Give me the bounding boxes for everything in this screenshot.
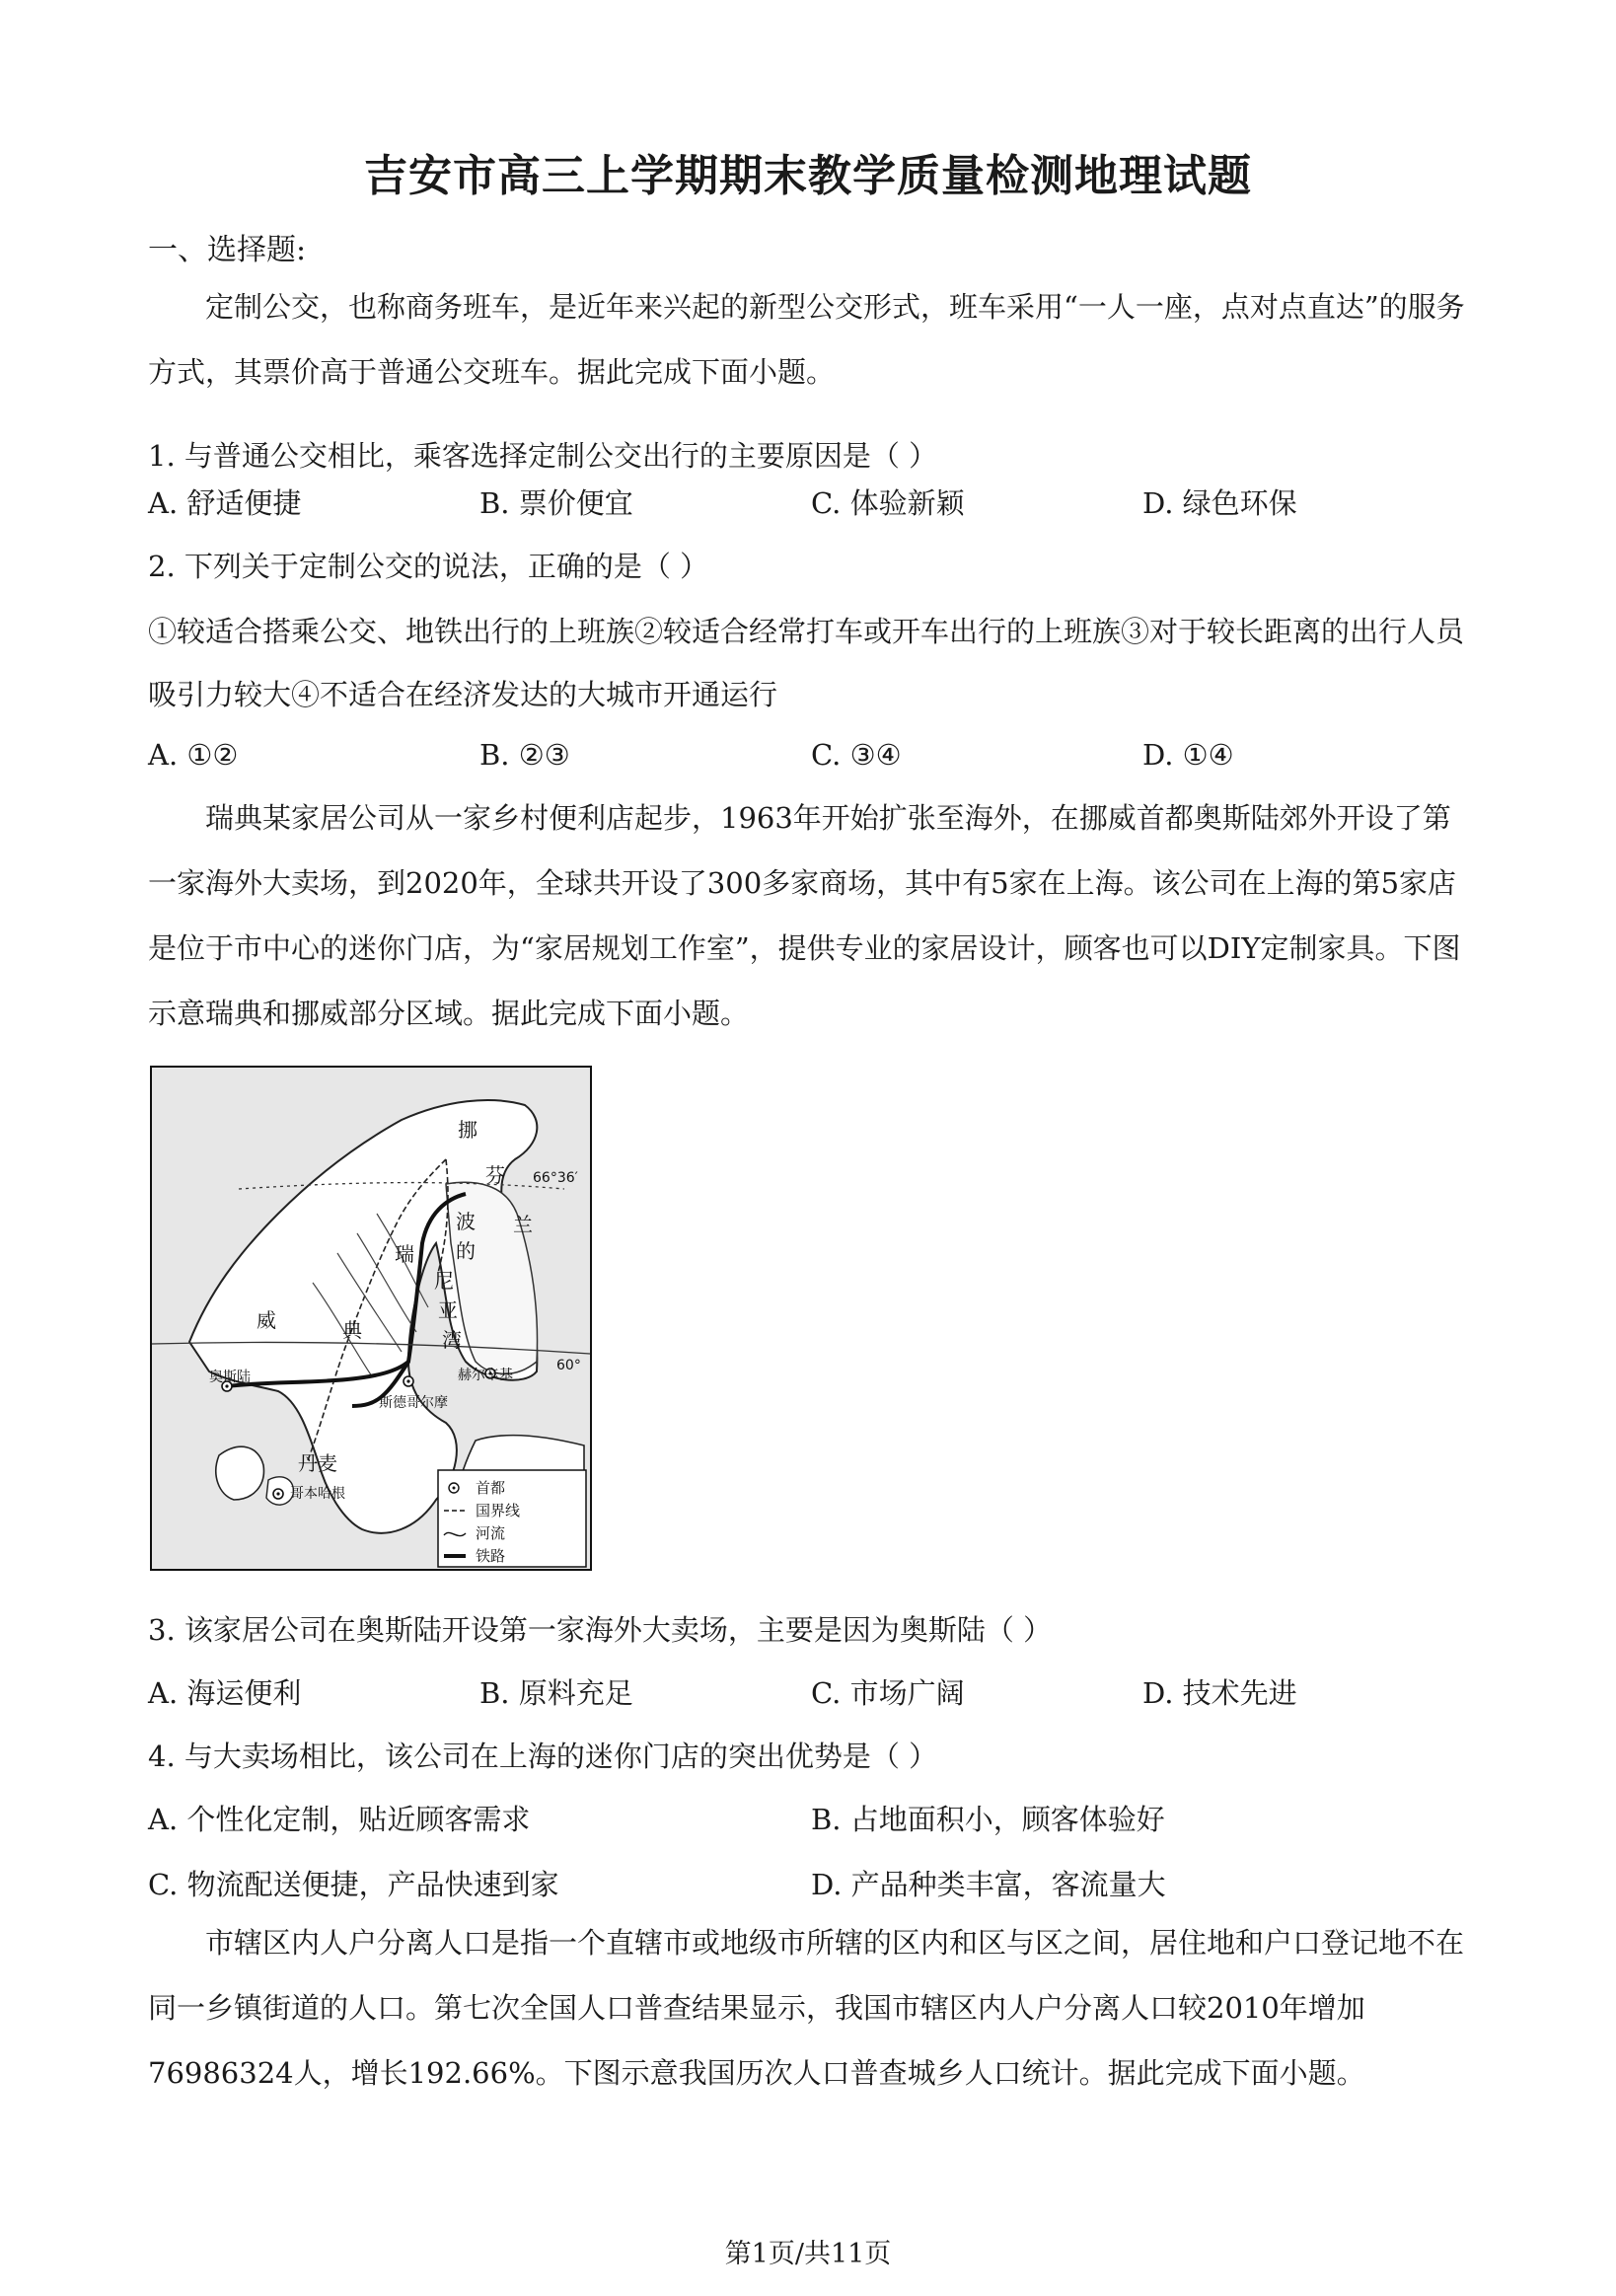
q1-option-b[interactable]: B. 票价便宜: [479, 486, 633, 520]
q1-stem: 1. 与普通公交相比，乘客选择定制公交出行的主要原因是（ ）: [148, 439, 938, 473]
label-finland-2: 兰: [513, 1213, 533, 1236]
intro-passage-3-text: 市辖区内人户分离人口是指一个直辖市或地级市所辖的区内和区与区之间，居住地和户口登记地不在同一乡镇街道的人口。第七次全国人口普查结果显示，我国市辖区内人户分离人口较2010年增加76986324人，增长192.66%。下图示意我国历次人口普查城乡人口统计。据此完成下面小题。: [148, 1926, 1465, 2090]
intro-passage-3: [148, 1910, 1466, 2106]
label-copenhagen: 哥本哈根: [290, 1486, 345, 1502]
legend-capital: 首都: [476, 1479, 506, 1497]
label-latitude-60: 60°: [556, 1358, 581, 1373]
q2-option-d[interactable]: D. ①④: [1142, 738, 1234, 772]
label-denmark: 丹麦: [298, 1451, 337, 1475]
q1-option-c[interactable]: C. 体验新颖: [811, 486, 965, 520]
map-legend: [438, 1470, 586, 1567]
q2-option-b[interactable]: B. ②③: [479, 738, 570, 772]
legend-border: 国界线: [476, 1502, 521, 1519]
q2-statements-line-2: 吸引力较大④不适合在经济发达的大城市开通运行: [148, 678, 778, 711]
page-footer: 第1页/共11页: [724, 2239, 892, 2269]
label-stockholm: 斯德哥尔摩: [379, 1395, 448, 1411]
label-gulf-3: 尼: [434, 1269, 454, 1293]
q2-option-a[interactable]: A. ①②: [148, 738, 239, 772]
section-heading: 一、选择题:: [148, 233, 307, 267]
intro-passage-2: [148, 785, 1466, 1046]
q3-option-b[interactable]: B. 原料充足: [479, 1676, 633, 1710]
q4-option-d[interactable]: D. 产品种类丰富，客流量大: [811, 1868, 1166, 1901]
label-oslo: 奥斯陆: [209, 1370, 251, 1385]
page-title: 吉安市高三上学期期末教学质量检测地理试题: [364, 151, 1252, 201]
label-finland-1: 芬: [485, 1163, 505, 1187]
q4-option-c[interactable]: C. 物流配送便捷，产品快速到家: [148, 1868, 559, 1901]
label-gulf-4: 亚: [438, 1298, 458, 1322]
q1-option-a[interactable]: A. 舒适便捷: [148, 486, 302, 520]
label-norway-2: 威: [257, 1308, 276, 1332]
legend-railway: 铁路: [476, 1547, 506, 1565]
q2-option-c[interactable]: C. ③④: [811, 738, 902, 772]
q1-option-d[interactable]: D. 绿色环保: [1142, 486, 1297, 520]
q4-option-a[interactable]: A. 个性化定制，贴近顾客需求: [148, 1803, 531, 1836]
label-gulf-1: 波: [456, 1210, 476, 1233]
label-sweden-2: 典: [342, 1318, 362, 1342]
label-latitude-66: 66°36′: [533, 1170, 578, 1186]
label-sweden-1: 瑞: [395, 1242, 414, 1266]
label-gulf-5: 湾: [442, 1328, 462, 1352]
q2-statements-line-1: ①较适合搭乘公交、地铁出行的上班族②较适合经常打车或开车出行的上班族③对于较长距离的出行人员: [148, 615, 1465, 648]
q4-stem: 4. 与大卖场相比，该公司在上海的迷你门店的突出优势是（ ）: [148, 1740, 938, 1773]
q3-option-c[interactable]: C. 市场广阔: [811, 1676, 965, 1710]
q4-option-b[interactable]: B. 占地面积小，顾客体验好: [811, 1803, 1165, 1836]
intro-passage-1-text: 定制公交，也称商务班车，是近年来兴起的新型公交形式，班车采用“一人一座，点对点直达”的服务方式，其票价高于普通公交班车。据此完成下面小题。: [148, 290, 1465, 389]
q2-stem: 2. 下列关于定制公交的说法，正确的是（ ）: [148, 550, 709, 583]
label-gulf-2: 的: [456, 1239, 476, 1263]
scandinavia-map: [150, 1066, 592, 1571]
label-norway-1: 挪: [458, 1118, 477, 1142]
q3-stem: 3. 该家居公司在奥斯陆开设第一家海外大卖场，主要是因为奥斯陆（ ）: [148, 1613, 1053, 1647]
label-helsinki: 赫尔辛基: [458, 1368, 513, 1383]
intro-passage-2-text: 瑞典某家居公司从一家乡村便利店起步，1963年开始扩张至海外，在挪威首都奥斯陆郊外开设了第一家海外大卖场，到2020年，全球共开设了300多家商场，其中有5家在上海。该公司在上海的第5家店是位于市中心的迷你门店，为“家居规划工作室”，提供专业的家居设计，顾客也可以DIY定制家具。下图示意瑞典和挪威部分区域。据此完成下面小题。: [148, 801, 1461, 1030]
q3-option-d[interactable]: D. 技术先进: [1142, 1676, 1297, 1710]
intro-passage-1: [148, 274, 1466, 405]
legend-river: 河流: [476, 1524, 506, 1542]
q3-option-a[interactable]: A. 海运便利: [148, 1676, 302, 1710]
